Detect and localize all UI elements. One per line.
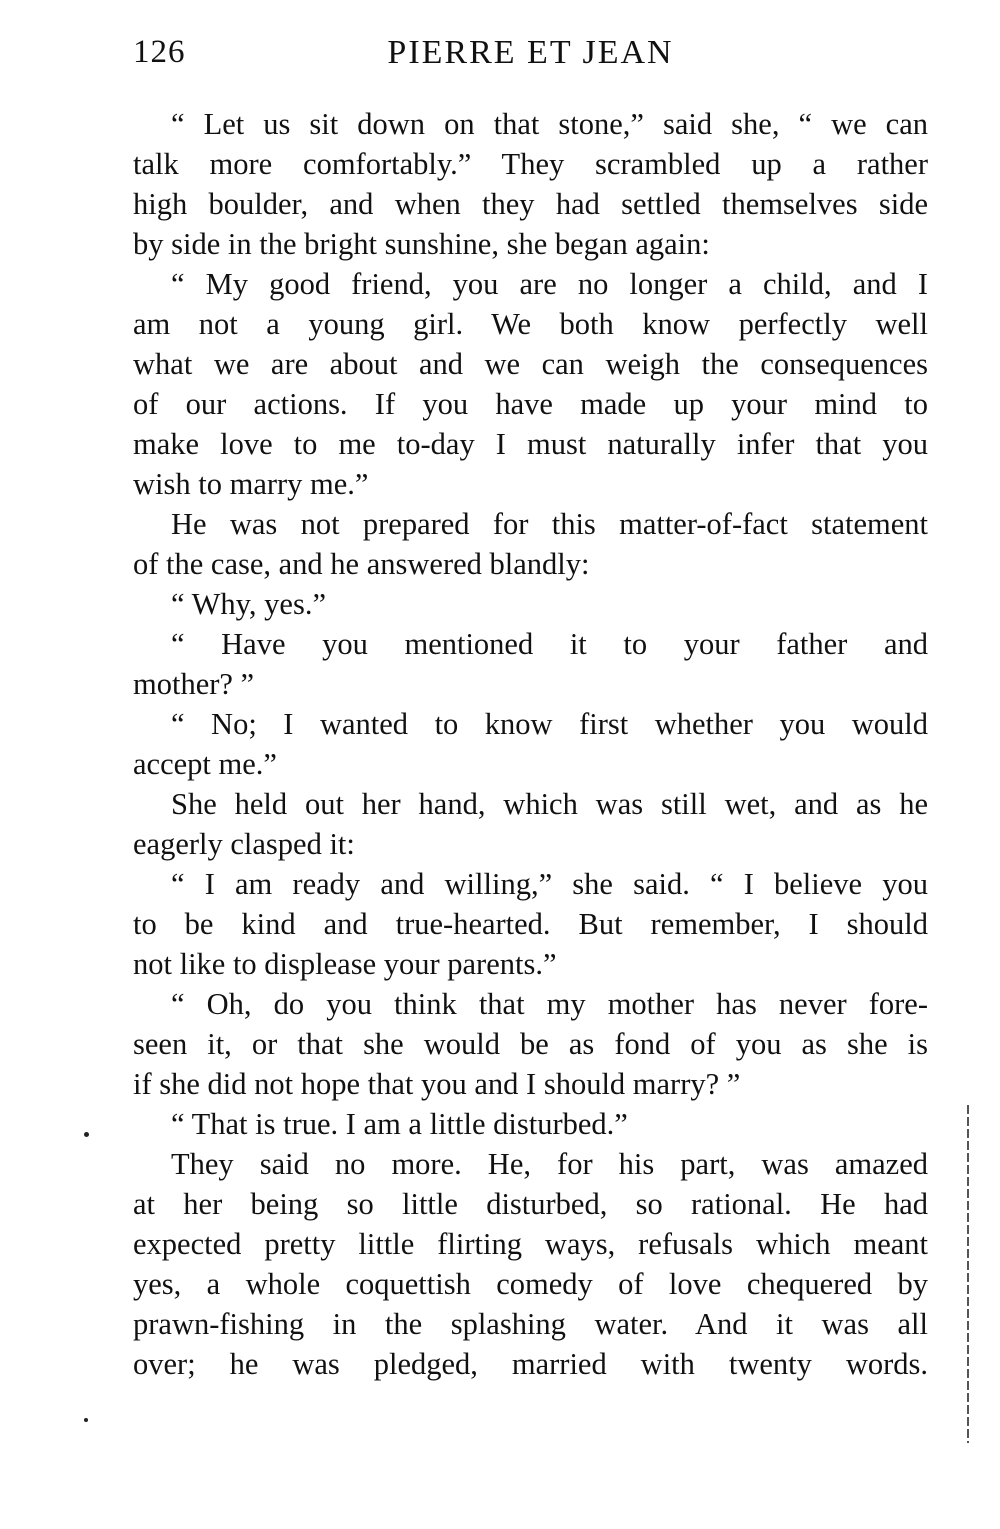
text-line: “ Have you mentioned it to your father and — [171, 627, 928, 661]
text-line: of the case, and he answered blandly: — [133, 547, 590, 581]
text-line: talk more comfortably.” They scrambled up a rather — [133, 147, 928, 181]
page-number: 126 — [133, 34, 186, 70]
text-line: He was not prepared for this matter-of-fact statement — [171, 507, 928, 541]
text-line: eagerly clasped it: — [133, 827, 355, 861]
text-line: of our actions. If you have made up your mind to — [133, 387, 928, 421]
margin-speck — [84, 1132, 89, 1137]
text-line: to be kind and true-hearted. But remember, I should — [133, 907, 928, 941]
text-line: mother? ” — [133, 667, 255, 701]
text-line: “ I am ready and willing,” she said. “ I believe you — [171, 867, 928, 901]
text-line: not like to displease your parents.” — [133, 947, 557, 981]
text-line: “ Oh, do you think that my mother has never fore- — [171, 987, 928, 1021]
text-line: They said no more. He, for his part, was amazed — [171, 1147, 928, 1181]
body-text — [133, 104, 928, 1384]
text-line: by side in the bright sunshine, she began again: — [133, 227, 710, 261]
text-line: am not a young girl. We both know perfectly well — [133, 307, 928, 341]
text-line: yes, a whole coquettish comedy of love chequered by — [133, 1267, 928, 1301]
text-line: “ Why, yes.” — [171, 587, 326, 621]
text-line: over; he was pledged, married with twenty words. — [133, 1347, 928, 1381]
text-line: prawn-fishing in the splashing water. And it was all — [133, 1307, 928, 1341]
text-line: wish to marry me.” — [133, 467, 369, 501]
margin-speck — [84, 1418, 88, 1422]
text-line: make love to me to-day I must naturally infer that you — [133, 427, 928, 461]
text-line: “ Let us sit down on that stone,” said she, “ we can — [171, 107, 928, 141]
running-title: PIERRE ET JEAN — [387, 34, 674, 71]
scan-edge-rule — [967, 1105, 969, 1443]
text-line: at her being so little disturbed, so rational. He had — [133, 1187, 928, 1221]
text-line: seen it, or that she would be as fond of you as she is — [133, 1027, 928, 1061]
text-line: “ No; I wanted to know first whether you would — [171, 707, 928, 741]
text-line: expected pretty little flirting ways, refusals which meant — [133, 1227, 928, 1261]
text-line: if she did not hope that you and I should marry? ” — [133, 1067, 741, 1101]
text-line: She held out her hand, which was still wet, and as he — [171, 787, 928, 821]
text-line: accept me.” — [133, 747, 277, 781]
text-line: high boulder, and when they had settled themselves side — [133, 187, 928, 221]
text-line: “ My good friend, you are no longer a child, and I — [171, 267, 928, 301]
text-line: “ That is true. I am a little disturbed.” — [171, 1107, 628, 1141]
text-line: what we are about and we can weigh the consequences — [133, 347, 928, 381]
page-header — [133, 34, 928, 84]
